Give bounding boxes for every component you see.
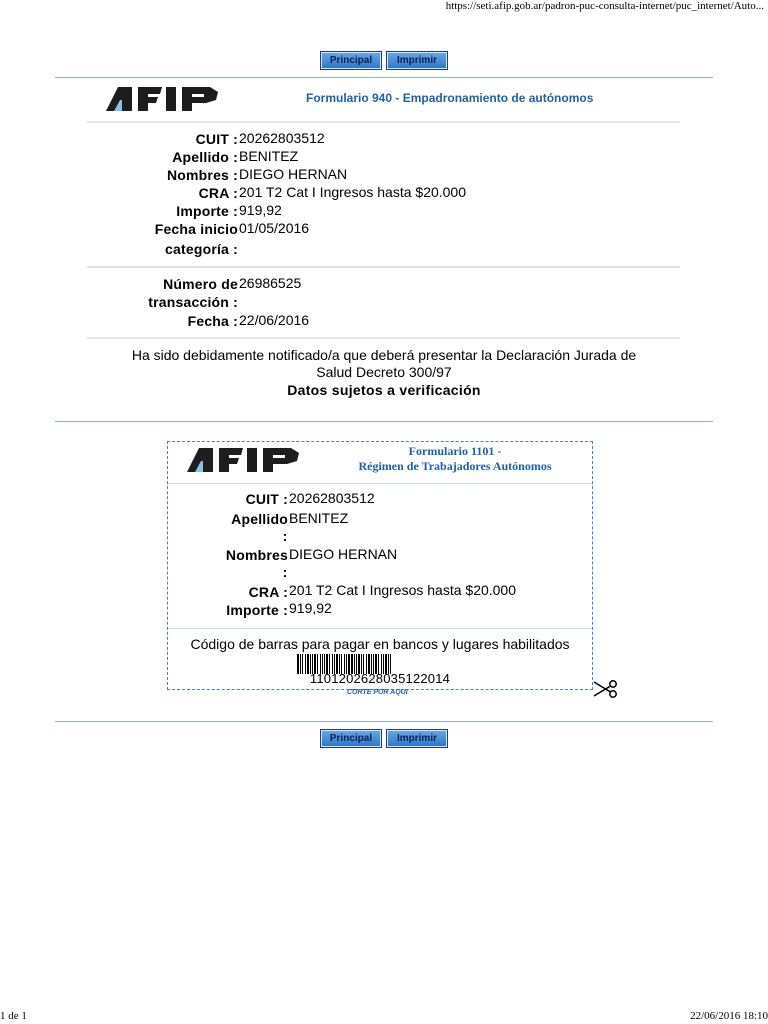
scissors-icon: [592, 679, 618, 699]
coupon-cra-value: 201 T2 Cat I Ingresos hasta $20.000: [289, 582, 517, 598]
section-rule: [55, 421, 713, 422]
importe-label: Importe :: [176, 203, 238, 219]
header-rule: [55, 77, 713, 78]
coupon-fields-divider: [168, 628, 592, 629]
cuit-label: CUIT :: [195, 131, 238, 147]
footer-page-count: 1 de 1: [0, 1010, 27, 1022]
notice-bold: Datos sujetos a verificación: [287, 382, 481, 398]
fecha-inicio-label-2: categoría :: [165, 241, 238, 257]
fecha-inicio-value: 01/05/2016: [239, 220, 310, 236]
numero-transaccion-value: 26986525: [239, 275, 302, 291]
notice-bold-wrap: [0, 382, 768, 399]
apellido-label: Apellido :: [172, 149, 238, 165]
coupon-importe-value: 919,92: [289, 600, 332, 616]
payment-coupon: [167, 441, 593, 690]
notice-line-1: Ha sido debidamente notificado/a que deberá presentar la Declaración Jurada de: [131, 347, 637, 363]
bottom-button-bar: [0, 729, 768, 748]
top-button-bar: [0, 51, 768, 70]
imprimir-button-bottom[interactable]: Imprimir: [386, 729, 448, 748]
numero-transaccion-label: Número de: [163, 276, 238, 292]
cuit-value: 20262803512: [239, 130, 325, 146]
coupon-apellido-colon: :: [282, 528, 288, 544]
coupon-cuit-value: 20262803512: [289, 490, 375, 506]
form940-fields-divider: [87, 266, 680, 268]
numero-transaccion-label-2: transacción :: [148, 294, 238, 310]
fecha-label: Fecha :: [187, 313, 238, 329]
coupon-nombres-label: Nombres: [225, 547, 288, 563]
principal-button-bottom[interactable]: Principal: [320, 729, 382, 748]
transaction-divider: [87, 337, 680, 339]
footer-datetime: 22/06/2016 18:10: [690, 1010, 768, 1022]
notice-line-2: Salud Decreto 300/97: [316, 364, 452, 380]
cut-label: CORTE POR AQUI: [347, 689, 408, 696]
coupon-nombres-colon: :: [282, 564, 288, 580]
principal-button[interactable]: Principal: [320, 51, 382, 70]
coupon-importe-label: Importe :: [226, 602, 288, 618]
bottom-rule: [55, 721, 713, 722]
barcode-caption: Código de barras para pagar en bancos y lugares habilitados: [190, 636, 570, 652]
fecha-inicio-label: Fecha inicio: [154, 221, 238, 237]
coupon-cuit-label: CUIT :: [245, 491, 288, 507]
cra-value: 201 T2 Cat I Ingresos hasta $20.000: [239, 184, 467, 200]
form1101-title-2: Régimen de Trabajadores Autónomos: [358, 459, 552, 473]
coupon-header-divider: [168, 483, 592, 484]
importe-value: 919,92: [239, 202, 282, 218]
form940-header-divider: [87, 121, 680, 123]
apellido-value: BENITEZ: [239, 148, 299, 164]
coupon-apellido-label: Apellido: [231, 511, 288, 527]
nombres-value: DIEGO HERNAN: [239, 166, 348, 182]
imprimir-button[interactable]: Imprimir: [386, 51, 448, 70]
afip-logo-coupon: [187, 445, 303, 473]
form1101-title-1: Formulario 1101 -: [408, 444, 502, 458]
fecha-value: 22/06/2016: [239, 312, 310, 328]
barcode-number: 1101202628035122014: [309, 671, 451, 686]
cra-label: CRA :: [198, 185, 238, 201]
coupon-nombres-value: DIEGO HERNAN: [289, 546, 398, 562]
coupon-cra-label: CRA :: [248, 584, 288, 600]
print-url: https://seti.afip.gob.ar/padron-puc-consulta-internet/puc_internet/Auto...: [445, 0, 764, 12]
nombres-label: Nombres :: [166, 167, 238, 183]
coupon-apellido-value: BENITEZ: [289, 510, 349, 526]
form940-title: Formulario 940 - Empadronamiento de autónomos: [306, 91, 594, 105]
afip-logo: [106, 84, 222, 112]
